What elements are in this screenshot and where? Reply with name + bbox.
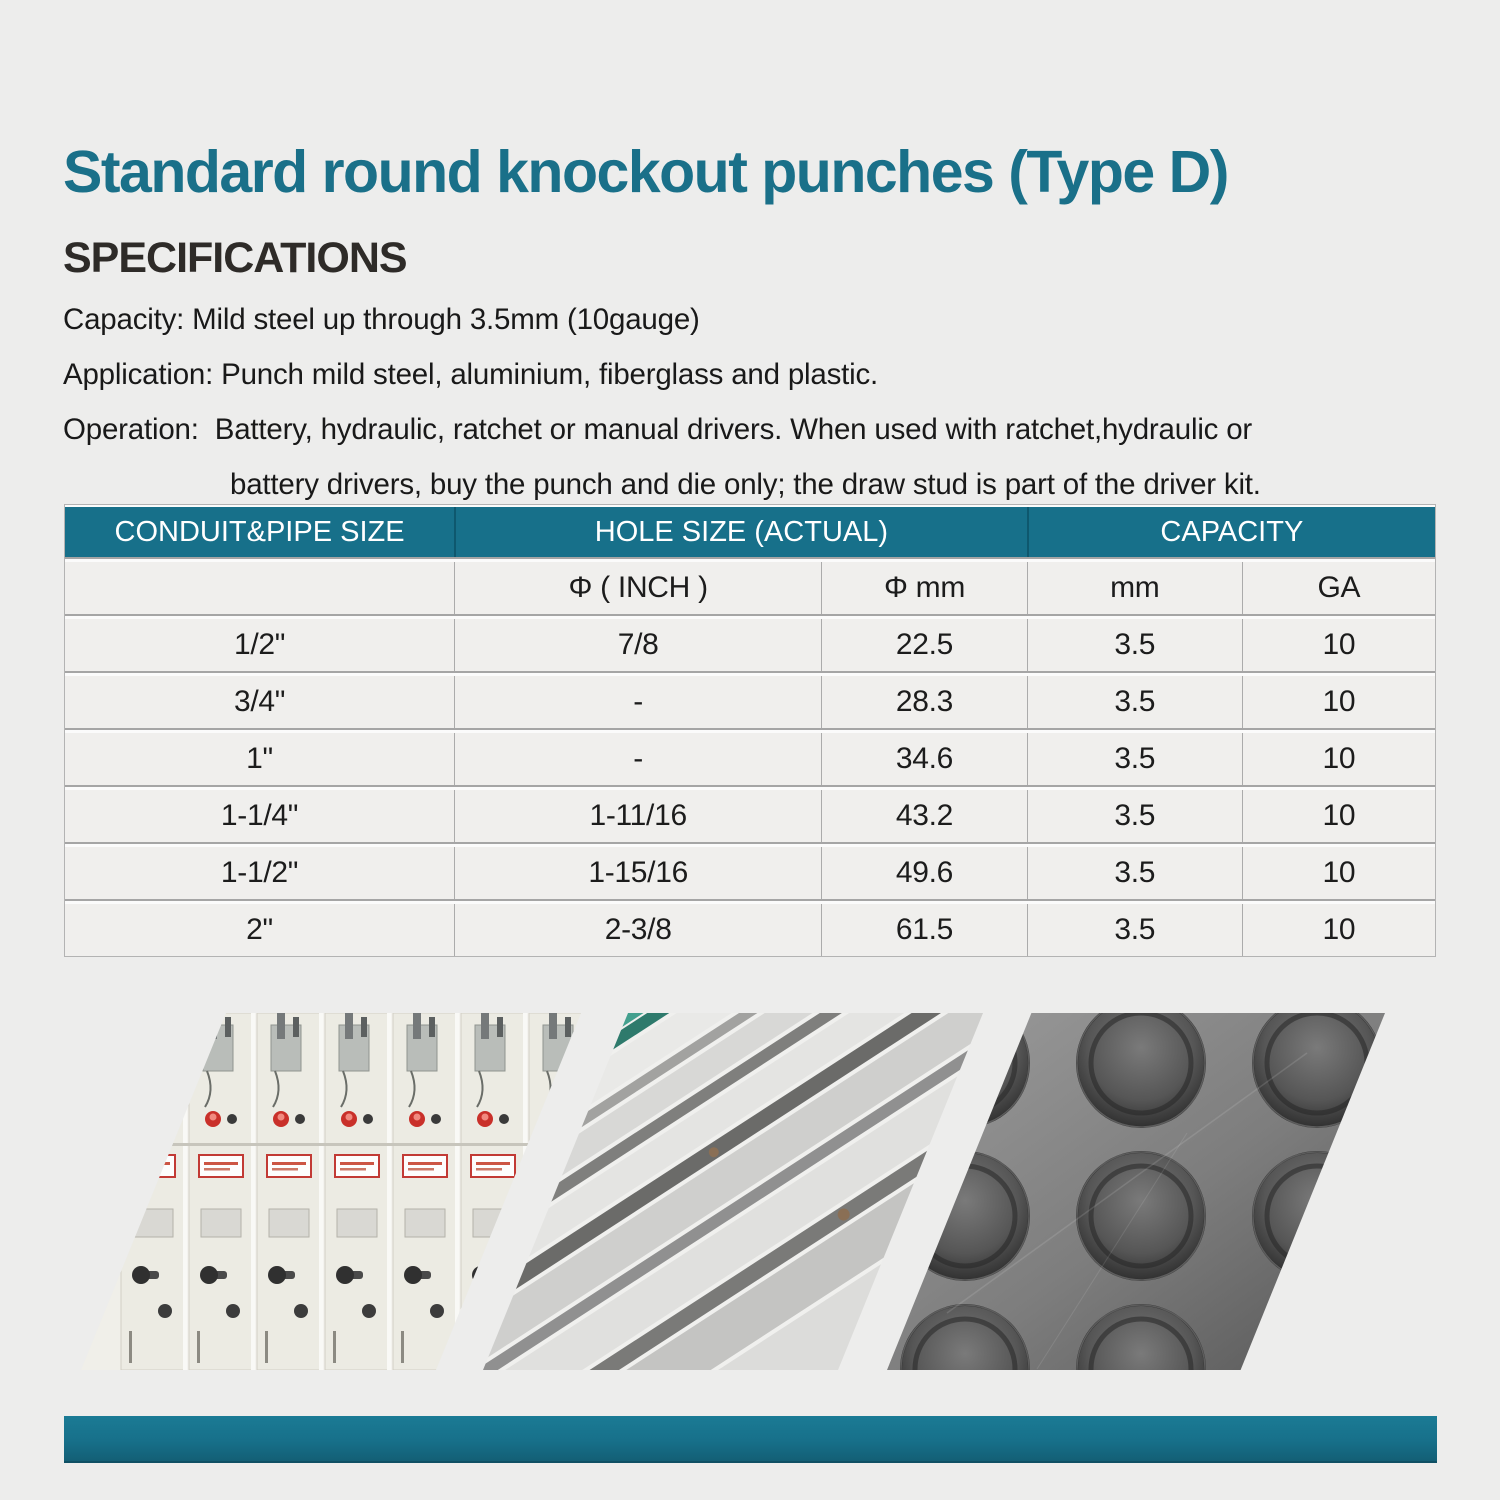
spec-line-application: Application: Punch mild steel, aluminium, fiberglass and plastic. [63,358,879,391]
table-cell: 1-1/4" [65,790,454,842]
table-cell: 1" [65,733,454,785]
group-header-hole-size: HOLE SIZE (ACTUAL) [454,507,1027,557]
table-row [65,847,1435,901]
table-cell: 3.5 [1027,676,1242,728]
table-cell: 61.5 [821,904,1027,956]
product-photo-strip [0,1013,1500,1370]
group-header-capacity: CAPACITY [1027,507,1435,557]
specifications-table [64,504,1436,957]
unit-header-phi-mm: Φ mm [821,562,1027,614]
table-cell: 3.5 [1027,904,1242,956]
table-cell: 7/8 [454,619,821,671]
table-cell: 10 [1242,619,1435,671]
bottom-accent-bar [64,1416,1437,1463]
table-cell: 3.5 [1027,733,1242,785]
group-header-conduit-pipe-size: CONDUIT&PIPE SIZE [65,507,454,557]
spec-line-capacity: Capacity: Mild steel up through 3.5mm (10gauge) [63,303,700,336]
table-row [65,790,1435,844]
specifications-heading: SPECIFICATIONS [63,234,407,282]
table-cell: 2-3/8 [454,904,821,956]
table-cell: 3/4" [65,676,454,728]
spec-line-operation: Operation: Battery, hydraulic, ratchet or manual drivers. When used with ratchet,hydraulic or [63,413,1253,446]
table-cell: 10 [1242,790,1435,842]
table-row [65,904,1435,956]
table-unit-header-row [65,562,1435,616]
table-cell: 3.5 [1027,619,1242,671]
table-cell: 49.6 [821,847,1027,899]
knockout-plate-photo [887,1013,1385,1370]
table-cell: 3.5 [1027,847,1242,899]
spec-line-operation-continued: battery drivers, buy the punch and die only; the draw stud is part of the driver kit. [230,468,1261,501]
table-cell: 43.2 [821,790,1027,842]
table-row [65,733,1435,787]
table-cell: 28.3 [821,676,1027,728]
unit-header-ga: GA [1242,562,1435,614]
table-row [65,619,1435,673]
table-cell: 10 [1242,733,1435,785]
table-cell: 1-15/16 [454,847,821,899]
table-cell: - [454,676,821,728]
unit-header-mm: mm [1027,562,1242,614]
table-cell: 10 [1242,676,1435,728]
table-cell: 2" [65,904,454,956]
table-cell: 10 [1242,904,1435,956]
table-cell: 10 [1242,847,1435,899]
table-cell: 3.5 [1027,790,1242,842]
table-cell: 34.6 [821,733,1027,785]
specifications-text [63,292,1453,512]
table-cell: 22.5 [821,619,1027,671]
table-cell: 1-1/2" [65,847,454,899]
unit-header-blank [65,562,454,614]
table-cell: 1-11/16 [454,790,821,842]
table-group-header-row [65,507,1435,559]
table-row [65,676,1435,730]
table-cell: 1/2" [65,619,454,671]
page-title: Standard round knockout punches (Type D) [63,139,1228,205]
unit-header-phi-inch: Φ ( INCH ) [454,562,821,614]
table-cell: - [454,733,821,785]
